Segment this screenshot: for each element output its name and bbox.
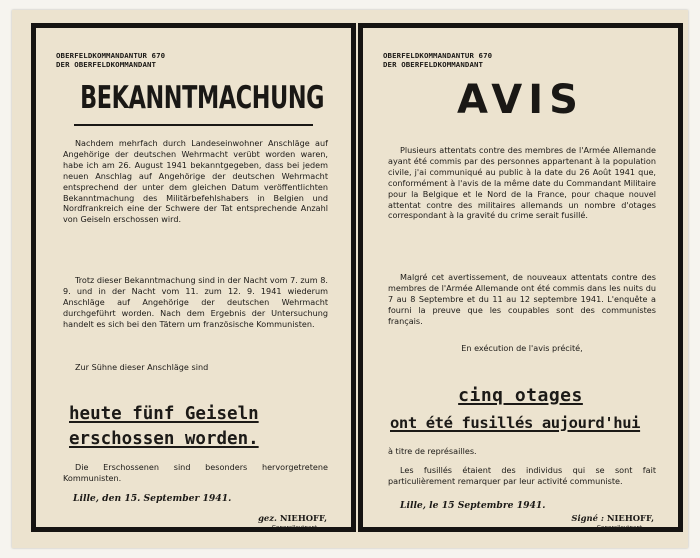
paragraph-3: Zur Sühne dieser Anschläge sind (75, 362, 209, 372)
poster-sheet (12, 10, 688, 548)
place-date: Lille, den 15. September 1941. (73, 493, 232, 504)
rank: Generalleutnant. (596, 525, 644, 531)
headline-line-1: cinq otages (458, 385, 583, 406)
paragraph-1: Nachdem mehrfach durch Landeseinwohner Anschläge auf Angehörige der deutschen Wehrmacht verübt worden waren, habe ich am 26. August 1941 bekanntgegeben, dass bei jedem neuen Anschlag auf Angehörige der deutschen Wehrmacht entsprechend der unter dem gleichen Datum veröffentlichten Bekanntmachung des Militärbefehlshabers in Belgien und Nordfrankreich eine der Schwere der Tat entsprechende Anzahl von Geiseln erschossen wird. (63, 138, 328, 225)
paragraph-3: En exécution de l'avis précité, (461, 343, 583, 353)
signature (258, 513, 327, 523)
header-line-2: DER OBERFELDKOMMANDANT (56, 60, 157, 69)
authority-header (383, 51, 492, 69)
authority-header (56, 51, 165, 69)
header-line-2: DER OBERFELDKOMMANDANT (383, 60, 484, 69)
place-date: Lille, le 15 Septembre 1941. (400, 500, 546, 511)
paragraph-4: Die Erschossenen sind besonders hervorgetretene Kommunisten. (63, 462, 328, 483)
paragraph-4: à titre de représailles. (388, 446, 477, 456)
headline-line-2: erschossen worden. (69, 429, 259, 449)
header-line-1: OBERFELDKOMMANDANTUR 670 (383, 51, 493, 60)
headline-line-2: ont été fusillés aujourd'hui (390, 414, 641, 432)
french-notice-panel (358, 23, 683, 532)
paragraph-2: Malgré cet avertissement, de nouveaux attentats contre des membres de l'Armée Allemande ont été commis dans les nuits du 7 au 8 Septembre et du 11 au 12 septembre 1941. L'enquête a fourni la preuve que les coupables sont des communistes français. (388, 272, 656, 326)
notice-title: BEKANNTMACHUNG (80, 80, 325, 116)
signature-name: NIEHOFF, (606, 513, 654, 523)
notice-title: AVIS (457, 77, 584, 123)
headline-line-1: heute fünf Geiseln (69, 404, 259, 424)
rank: Generalleutnant. (271, 525, 319, 531)
paragraph-2: Trotz dieser Bekanntmachung sind in der Nacht vom 7. zum 8. 9. und in der Nacht vom 11. zum 12. 9. 1941 wiederum Anschläge auf Angehörige der deutschen Wehrmacht durchgeführt worden. Nach dem Ergebnis der Untersuchung handelt es sich bei den Tätern um französische Kommunisten. (63, 275, 328, 329)
paragraph-1: Plusieurs attentats contre des membres de l'Armée Allemande ayant été commis par des personnes appartenant à la population civile, j'ai communiqué au public à la date du 26 Août 1941 que, conformément à l'avis de la même date du Commandant Militaire pour la Belgique et le Nord de la France, pour chaque nouvel attentat contre des militaires allemands un nombre d'otages correspondant à la gravité du crime serait fusillé. (388, 145, 656, 221)
german-notice-panel (31, 23, 356, 532)
header-line-1: OBERFELDKOMMANDANTUR 670 (56, 51, 166, 60)
signature-prefix: Signé : (571, 513, 604, 523)
signature (571, 513, 654, 523)
signature-prefix: gez. (258, 513, 277, 523)
signature-name: NIEHOFF, (279, 513, 327, 523)
title-underline (74, 124, 313, 126)
paragraph-5: Les fusillés étaient des individus qui se sont fait particulièrement remarquer par leur activité communiste. (388, 465, 656, 486)
